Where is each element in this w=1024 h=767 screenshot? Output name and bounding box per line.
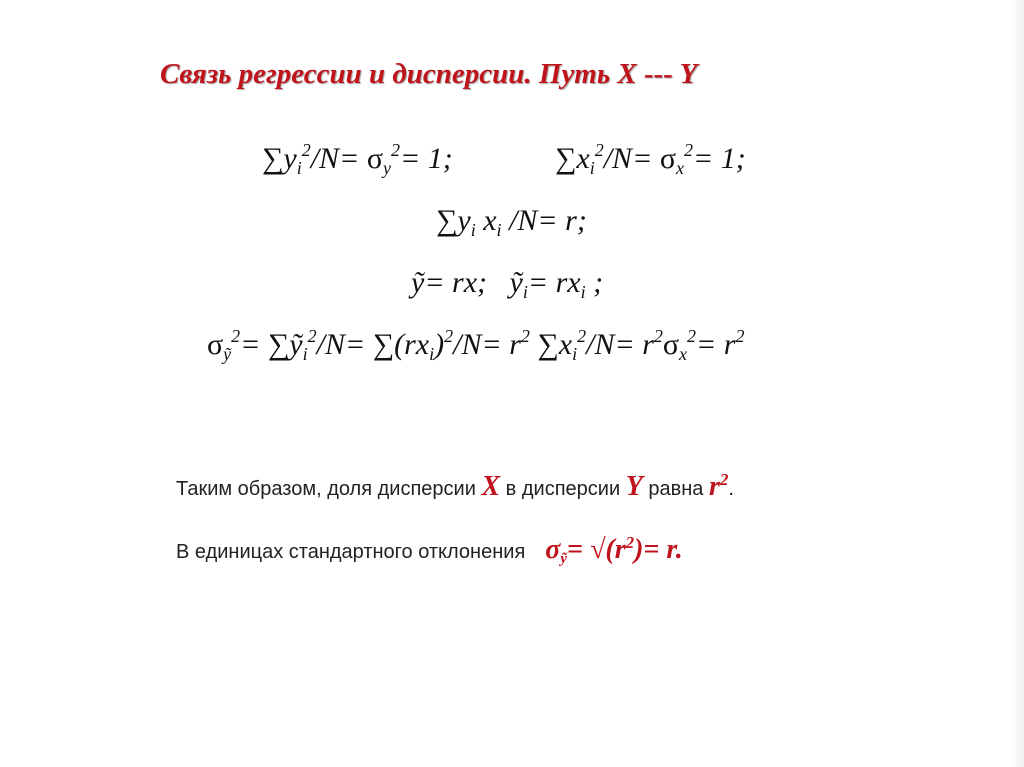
slide-edge-shadow [1010, 0, 1024, 767]
formula-sum-x-squared: $\sum x_i^2/N= \sigma_x^2= 1$; [555, 140, 746, 178]
formula-variance-derivation: $\sigma_ỹ^2=$ ∑ỹ$_i^2$/N= $\sum(rx_i)^2/N= r^2$ $\sum x_i^2/N= r^2\sigma_x^2= r^2$ [207, 326, 745, 364]
slide-title: Связь регрессии и дисперсии. Путь X --- Y [160, 58, 698, 90]
formula-regression: ỹ= rx; ỹ$_i$= $rx_i$ ; [411, 266, 604, 302]
conclusion-std-deviation: В единицах стандартного отклонения $\sigma_ỹ= √(r^2)= r$. [176, 533, 683, 567]
formula-sum-y-squared: $\sum y_i^2/N= \sigma_y^2= 1$; [262, 140, 453, 178]
formula-sum-yx: $\sum y_i$ $x_i$ /N= r; [436, 204, 587, 240]
conclusion-variance-share: Таким образом, доля дисперсии X в дисперсии Y равна $r^2$. [176, 470, 734, 502]
